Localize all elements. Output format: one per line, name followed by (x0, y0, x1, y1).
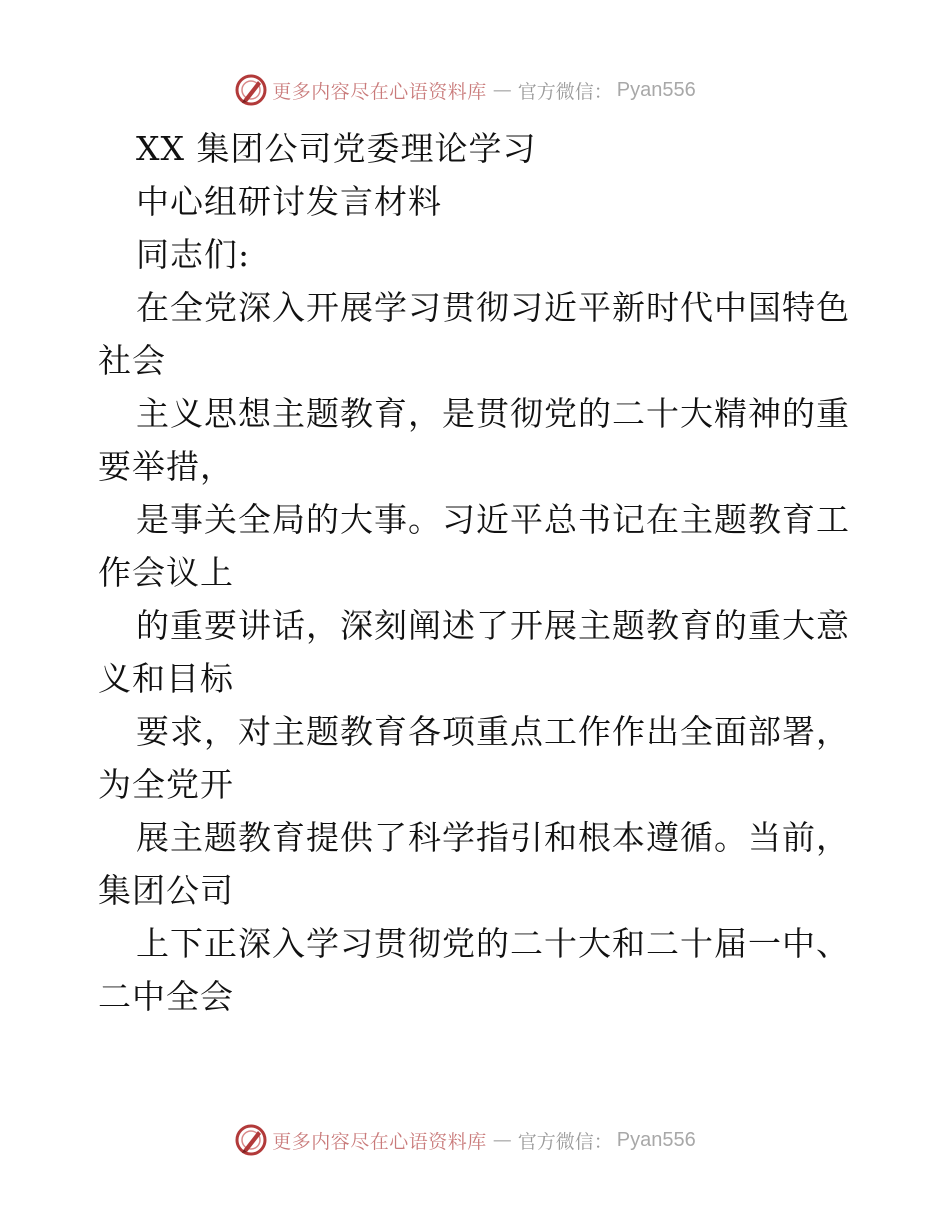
pen-logo-icon (234, 1123, 268, 1157)
watermark-main-text: 更多内容尽在心语资料库 (272, 1130, 487, 1153)
body-line: 上下正深入学习贯彻党的二十大和二十届一中、 (136, 924, 850, 963)
pen-logo-icon (234, 73, 268, 107)
watermark-dash: — (492, 1129, 512, 1151)
watermark-label: 官方微信： (517, 1130, 613, 1153)
body-line: 社会 (98, 341, 166, 380)
body-line: 义和目标 (98, 659, 234, 698)
body-line: 为全党开 (98, 765, 234, 804)
watermark-id: Pyan556 (616, 78, 696, 101)
watermark-id: Pyan556 (616, 1128, 696, 1151)
watermark-label: 官方微信： (517, 80, 613, 103)
footer-watermark (0, 1120, 950, 1160)
footer-watermark-inner (234, 1123, 696, 1157)
body-line: 中心组研讨发言材料 (136, 182, 442, 221)
body-line: 要举措， (98, 447, 234, 486)
watermark-main-text: 更多内容尽在心语资料库 (272, 80, 487, 103)
watermark-dash: — (492, 79, 512, 101)
body-line: 作会议上 (98, 553, 234, 592)
body-line: 要求，对主题教育各项重点工作作出全面部署， (136, 712, 850, 751)
body-line: 在全党深入开展学习贯彻习近平新时代中国特色 (136, 288, 850, 327)
body-line: 主义思想主题教育，是贯彻党的二十大精神的重 (136, 394, 850, 433)
body-line: 集团公司 (98, 871, 234, 910)
header-watermark (0, 70, 950, 110)
header-watermark-inner (234, 73, 696, 107)
body-line: 同志们: (136, 235, 251, 274)
document-body (98, 122, 858, 1023)
body-line: 展主题教育提供了科学指引和根本遵循。当前， (136, 818, 850, 857)
body-line: 是事关全局的大事。习近平总书记在主题教育工 (136, 500, 850, 539)
body-line: XX 集团公司党委理论学习 (136, 129, 537, 168)
body-line: 二中全会 (98, 977, 234, 1016)
body-line: 的重要讲话，深刻阐述了开展主题教育的重大意 (136, 606, 850, 645)
